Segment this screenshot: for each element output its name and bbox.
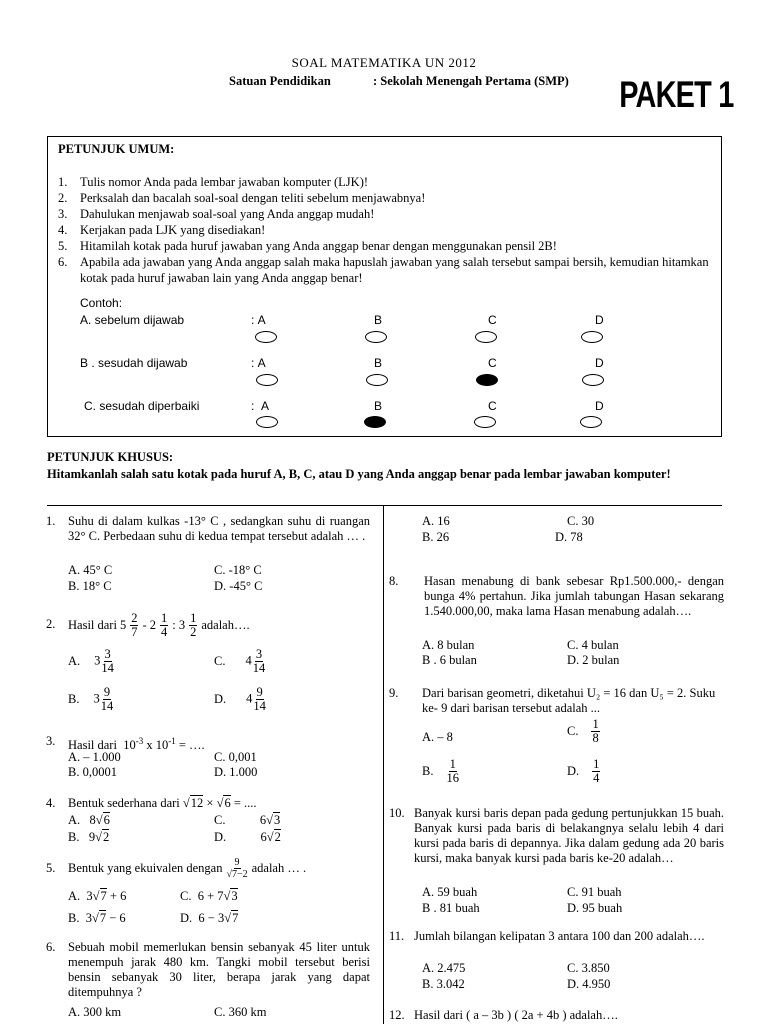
q3-option-c: C. 0,001 [214,750,257,764]
q9-number: 9. [389,686,399,700]
letter-d: D [595,356,604,370]
q8-text: Hasan menabung di bank sebesar Rp1.500.000,- dengan bunga 4% pertahun. Jika jumlah tabungan Hasan sekarang 1.540.000,00, maka lama Hasan menabung adalah…. [424,574,724,618]
example-label: Contoh: [80,296,123,310]
example-row-label: C. sesudah diperbaiki [84,399,200,413]
q9-text: Dari barisan geometri, diketahui U₂ = 16 dan U₅ = 2. Suku ke- 9 dari barisan tersebut adalah ... [422,686,716,715]
rule-item: 1. Tulis nomor Anda pada lembar jawaban komputer (LJK)! [58,175,369,189]
q11-option-d: D. 4.950 [567,977,611,991]
rule-item: 2. Perksalah dan bacalah soal-soal dengan teliti sebelum menjawabnya! [58,191,426,205]
q2-option-a: A. 3 $\frac{3}{14}$ [68,647,114,675]
general-heading: PETUNJUK UMUM: [58,142,175,156]
q1-option-c: C. -18° C [214,563,262,577]
q7-option-a: A. 16 [422,514,450,528]
colon-letter-a: : A [251,356,266,370]
q1-number: 1. [46,514,56,528]
answer-bubble [582,374,604,386]
q1-option-d: D. -45° C [214,579,263,593]
q6-option-a: A. 300 km [68,1005,122,1019]
q6-option-c: C. 360 km [214,1005,267,1019]
q3-option-b: B. 0,0001 [68,765,117,779]
colon-letter-a: : A [251,313,266,327]
q9-option-a: A. – 8 [422,730,453,744]
column-divider [383,505,384,1024]
q2-option-c: C. 4 $\frac{3}{14}$ [214,647,266,675]
answer-bubble [474,416,496,428]
q8-option-b: B . 6 bulan [422,653,477,667]
q11-option-c: C. 3.850 [567,961,610,975]
special-heading: PETUNJUK KHUSUS: [47,450,174,464]
example-row-label: B . sesudah dijawab [80,356,188,370]
rule-item: 3. Dahulukan menjawab soal-soal yang Anda anggap mudah! [58,207,375,221]
rule-item: 6. Apabila ada jawaban yang Anda anggap salah maka hapuslah jawaban yang salah tersebut sampai bersih, kemudian hitamkan kotak pada huruf jawaban lain yang Anda anggap benar! [58,255,709,285]
q2-option-d: D. 4 $\frac{9}{14}$ [214,685,266,713]
q10-option-d: D. 95 buah [567,901,623,915]
q11-option-a: A. 2.475 [422,961,466,975]
q5-number: 5. [46,861,56,875]
paket-label: PAKET 1 [619,74,734,115]
colon-letter-a: : A [251,399,270,413]
q6-number: 6. [46,940,56,954]
q10-text: Banyak kursi baris depan pada gedung pertunjukkan 15 buah. Banyak kursi pada baris di belakangnya selalu lebih 4 dari kursi pada baris di depannya. Jika dalam gedung ada 20 baris kursi, maka banyak kursi pada baris ke-20 adalah… [414,806,724,865]
unit-label: Satuan Pendidikan [229,74,331,88]
letter-d: D [595,399,604,413]
q1-text: Suhu di dalam kulkas -13° C , sedangkan suhu di ruangan 32° C. Perbedaan suhu di kedua tempat tersebut adalah … . [68,514,370,543]
q12-text: Hasil dari ( a – 3b ) ( 2a + 4b ) adalah…. [414,1008,618,1022]
q10-option-b: B . 81 buah [422,901,480,915]
q5-stem: Bentuk yang ekuivalen dengan $\frac{9}{√7-2}$ adalah … . [68,856,307,880]
q4-number: 4. [46,796,56,810]
q4-option-d: D. 6√2 [214,830,281,844]
q9-option-d: D. $\frac{1}{4}$ [567,757,600,785]
answer-bubble-filled [364,416,386,428]
example-row-label: A. sebelum dijawab [80,313,185,327]
q10-number: 10. [389,806,405,820]
q3-option-a: A. – 1.000 [68,750,121,764]
q7-option-d: D. 78 [555,530,583,544]
q7-option-c: C. 30 [567,514,595,528]
q6-text: Sebuah mobil memerlukan bensin sebanyak 45 liter untuk menempuh jarak 480 km. Tangki mobil tersebut berisi bensin sebanyak 30 liter, berapa jarak yang dapat ditempuhnya ? [68,940,370,999]
q8-number: 8. [389,574,399,588]
answer-bubble [256,416,278,428]
q9-option-b: B. $\frac{1}{16}$ [422,757,459,785]
q8-option-d: D. 2 bulan [567,653,620,667]
q11-number: 11. [389,929,405,943]
answer-bubble-filled [476,374,498,386]
q3-number: 3. [46,734,56,748]
q10-option-a: A. 59 buah [422,885,478,899]
answer-bubble [580,416,602,428]
answer-bubble [475,331,497,343]
q8-option-a: A. 8 bulan [422,638,475,652]
answer-bubble [365,331,387,343]
q12-number: 12. [389,1008,405,1022]
rule-item: 4. Kerjakan pada LJK yang disediakan! [58,223,266,237]
q8-option-c: C. 4 bulan [567,638,619,652]
q5-option-a: A. 3√7 + 6 [68,889,127,903]
letter-b: B [374,399,383,413]
q4-stem: Bentuk sederhana dari √12 × √6 = .... [68,796,257,810]
letter-c: C [488,313,497,327]
q9-option-c: C. $\frac{1}{8}$ [567,717,599,745]
letter-d: D [595,313,604,327]
answer-bubble [255,331,277,343]
q2-option-b: B. 3 $\frac{9}{14}$ [68,685,114,713]
q5-option-b: B. 3√7 − 6 [68,911,126,925]
unit-value: : Sekolah Menengah Pertama (SMP) [373,74,569,88]
special-text: Hitamkanlah salah satu kotak pada huruf A, B, C, atau D yang Anda anggap benar pada lembar jawaban komputer! [47,467,671,481]
q5-option-d: D. 6 − 3√7 [180,911,239,925]
letter-c: C [488,356,497,370]
divider [47,505,722,506]
q2-number: 2. [46,617,56,631]
q11-text: Jumlah bilangan kelipatan 3 antara 100 dan 200 adalah…. [414,929,705,943]
answer-bubble [366,374,388,386]
q2-stem: Hasil dari 5 $\frac{2}{7}$ - 2 $\frac{1}{4}$ : 3 $\frac{1}{2}$ adalah…. [68,610,250,639]
letter-c: C [488,399,497,413]
q11-option-b: B. 3.042 [422,977,465,991]
rule-item: 5. Hitamilah kotak pada huruf jawaban yang Anda anggap benar dengan menggunakan pensil 2B! [58,239,557,253]
q5-option-c: C. 6 + 7√3 [180,889,238,903]
document-title: SOAL MATEMATIKA UN 2012 [291,55,477,70]
q4-option-c: C. 6√3 [214,813,281,827]
letter-b: B [374,313,383,327]
q3-option-d: D. 1.000 [214,765,258,779]
q4-option-b: B. 9√2 [68,830,110,844]
q10-option-c: C. 91 buah [567,885,622,899]
q3-stem: Hasil dari $10^{-3}$ x $10^{-1}$ = …. [68,736,205,753]
rules-list [58,174,718,286]
q1-option-b: B. 18° C [68,579,112,593]
q1-option-a: A. 45° C [68,563,113,577]
q4-option-a: A. 8√6 [68,813,110,827]
q7-option-b: B. 26 [422,530,450,544]
letter-b: B [374,356,383,370]
answer-bubble [256,374,278,386]
answer-bubble [581,331,603,343]
